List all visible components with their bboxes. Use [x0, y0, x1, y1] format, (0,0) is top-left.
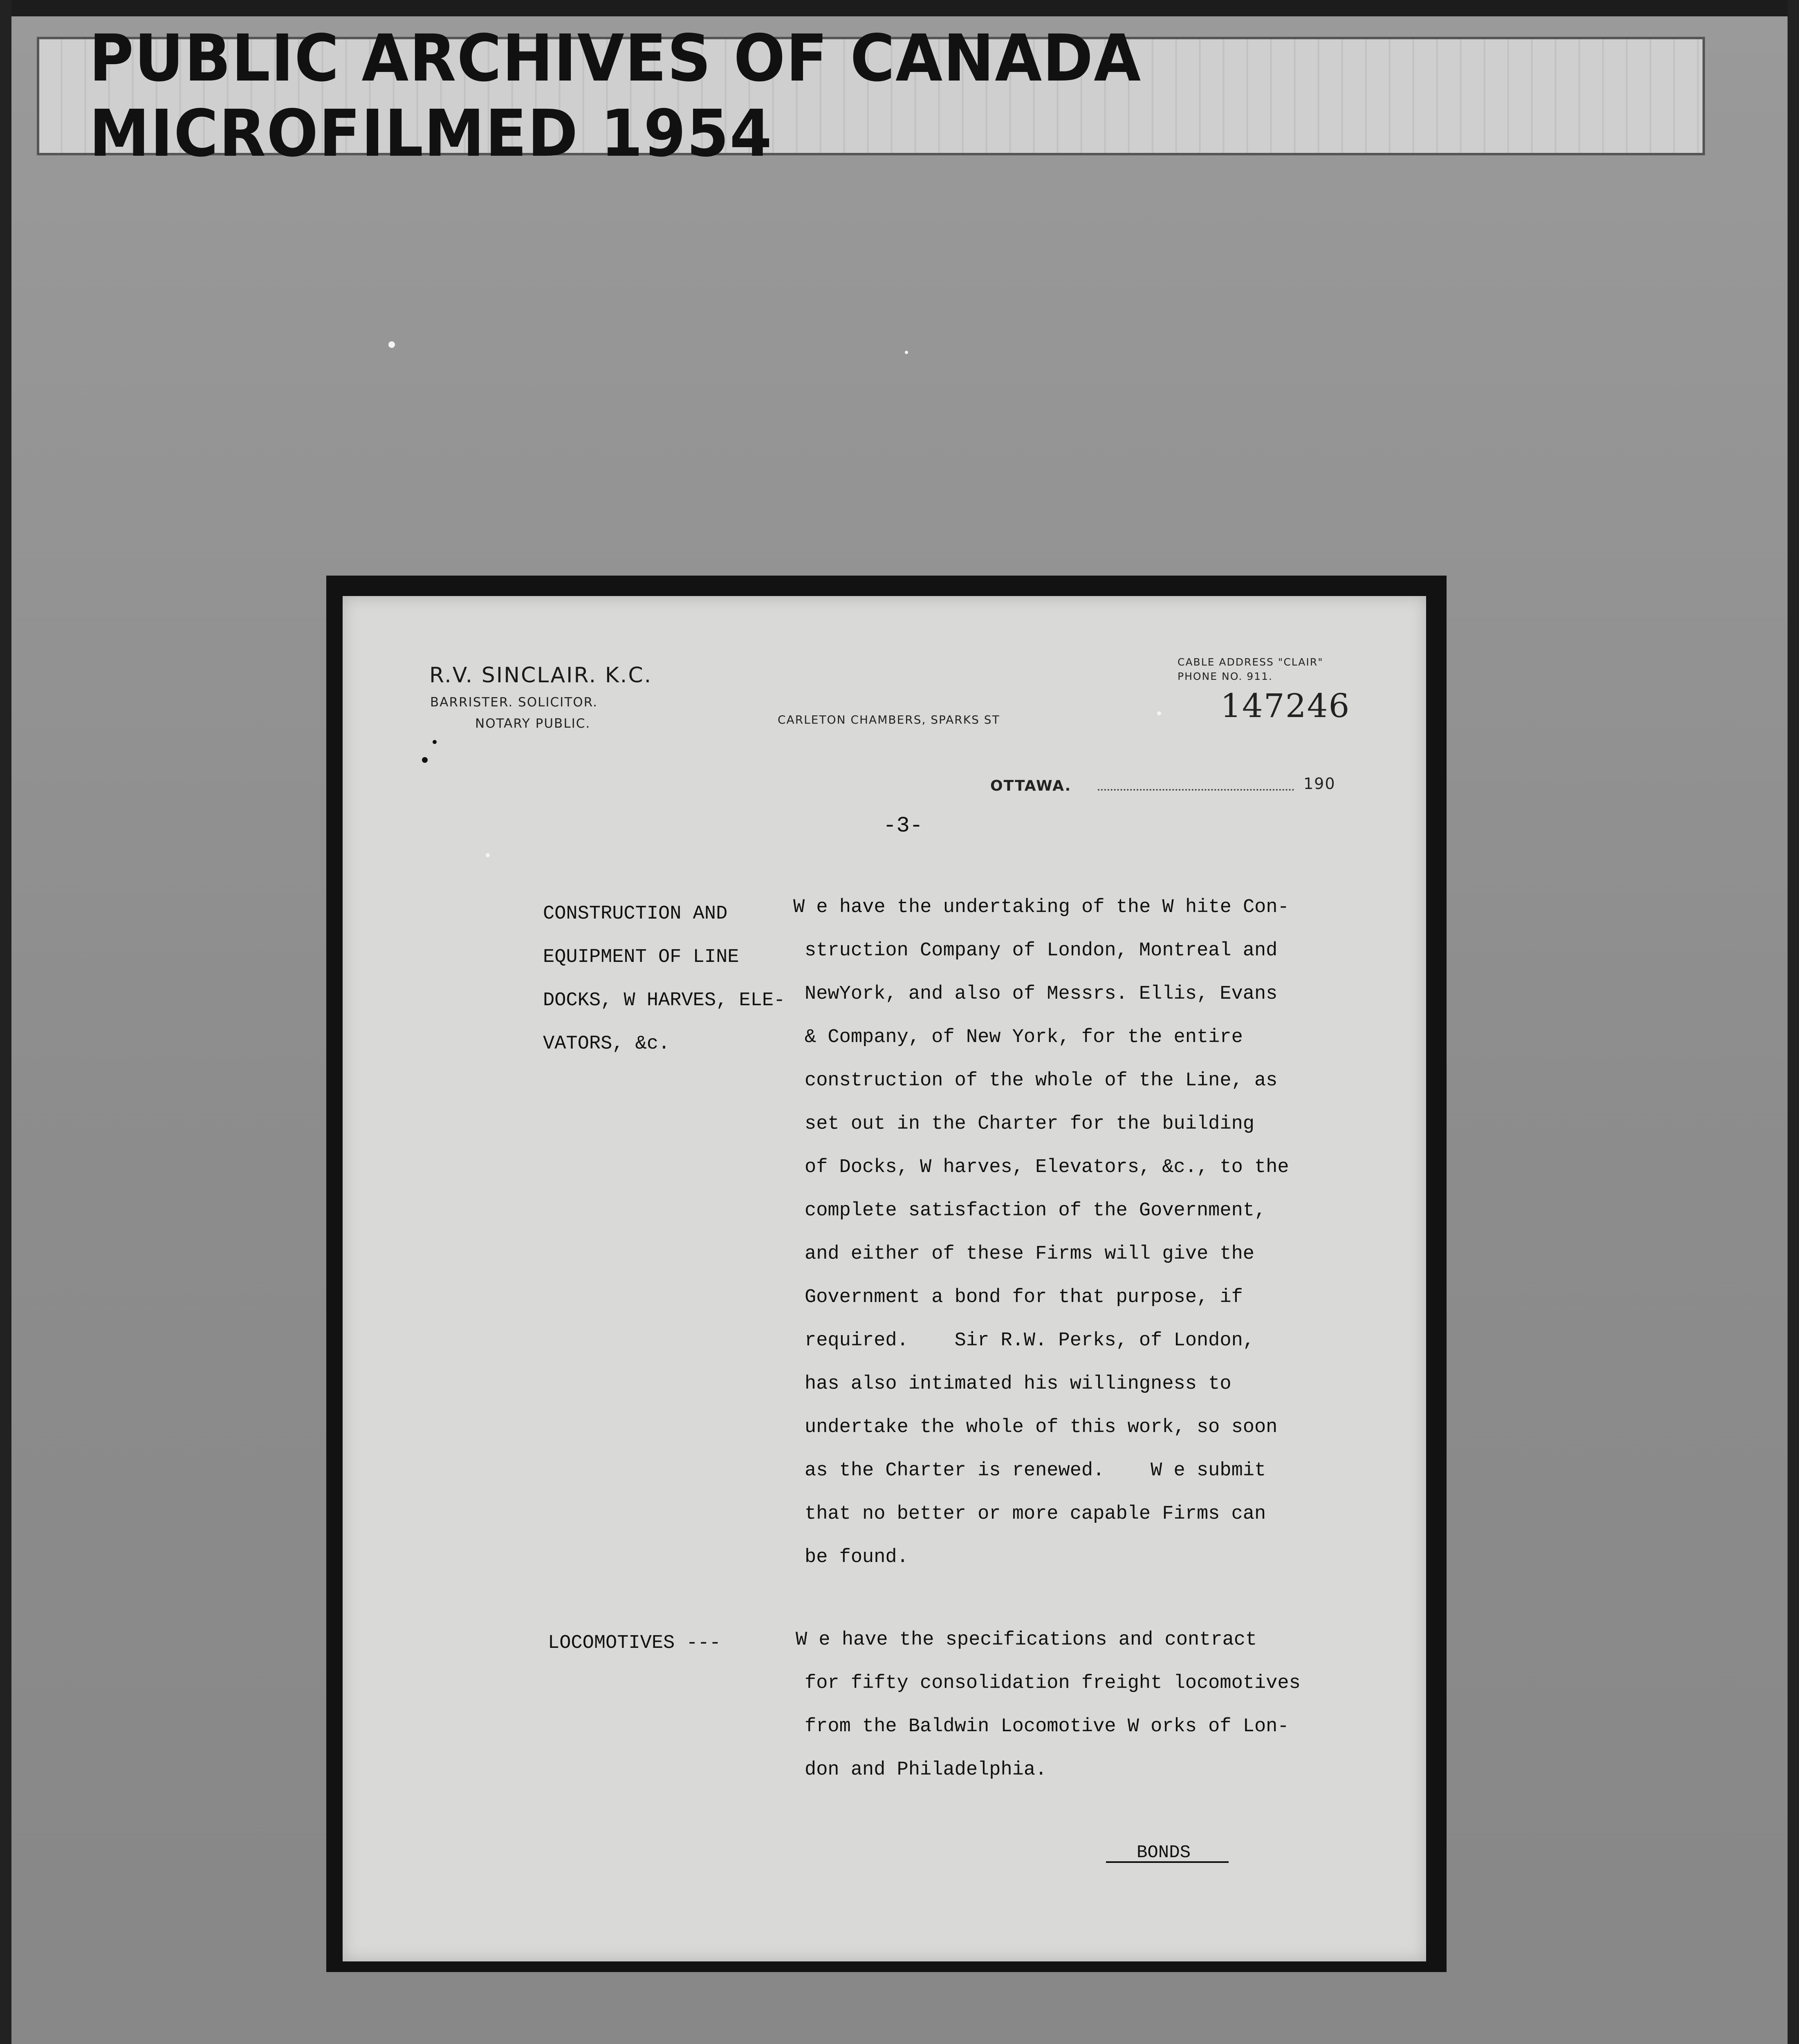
construction-body-line: Government a bond for that purpose, if	[805, 1286, 1243, 1308]
film-speck	[1157, 711, 1161, 715]
locomotives-body-line: don and Philadelphia.	[805, 1759, 1047, 1781]
construction-heading-line: EQUIPMENT OF LINE	[543, 946, 739, 968]
locomotives-body-line: W e have the specifications and contract	[796, 1629, 1257, 1651]
construction-body-line: W e have the undertaking of the W hite Con-	[793, 896, 1289, 918]
catchword-underline	[1106, 1861, 1229, 1863]
construction-body-line: construction of the whole of the Line, as	[805, 1070, 1278, 1091]
film-speck	[905, 351, 908, 354]
catchword: BONDS	[1137, 1842, 1191, 1863]
archive-banner-title: PUBLIC ARCHIVES OF CANADA MICROFILMED 1954	[89, 21, 1142, 171]
date-dotted-line	[1098, 789, 1294, 791]
construction-body-line: that no better or more capable Firms can	[805, 1503, 1266, 1525]
letterhead-phone: PHONE NO. 911.	[1178, 670, 1273, 682]
letterhead-name: R.V. SINCLAIR. K.C.	[429, 663, 653, 688]
letterhead-address: CARLETON CHAMBERS, SPARKS ST	[778, 713, 1000, 726]
letterhead-city: OTTAWA.	[990, 778, 1072, 794]
construction-heading-line: VATORS, &c.	[543, 1033, 670, 1055]
construction-body-line: of Docks, W harves, Elevators, &c., to the	[805, 1156, 1289, 1178]
archive-stamp-number: 147246	[1220, 687, 1350, 725]
film-edge-left	[0, 0, 11, 2044]
construction-body-line: has also intimated his willingness to	[805, 1373, 1231, 1395]
letterhead-cable: CABLE ADDRESS "CLAIR"	[1178, 656, 1323, 668]
letterhead-notary: NOTARY PUBLIC.	[475, 716, 591, 731]
letterhead-year-prefix: 190	[1303, 775, 1336, 793]
construction-body-line: required. Sir R.W. Perks, of London,	[805, 1330, 1254, 1351]
locomotives-body-line: for fifty consolidation freight locomotives	[805, 1672, 1301, 1694]
construction-body-line: struction Company of London, Montreal and	[805, 940, 1278, 961]
construction-body-line: set out in the Charter for the building	[805, 1113, 1254, 1135]
locomotives-body-line: from the Baldwin Locomotive W orks of Lon-	[805, 1716, 1289, 1737]
film-speck	[486, 853, 490, 857]
film-speck	[422, 757, 428, 763]
construction-body-line: undertake the whole of this work, so soon	[805, 1416, 1278, 1438]
locomotives-heading: LOCOMOTIVES ---	[548, 1632, 721, 1654]
film-edge-right	[1788, 0, 1799, 2044]
construction-body-line: & Company, of New York, for the entire	[805, 1026, 1243, 1048]
construction-body-line: as the Charter is renewed. W e submit	[805, 1460, 1266, 1481]
document-page	[343, 596, 1426, 1961]
construction-heading-line: CONSTRUCTION AND	[543, 903, 728, 925]
construction-heading-line: DOCKS, W HARVES, ELE-	[543, 990, 785, 1011]
construction-body-line: complete satisfaction of the Government,	[805, 1200, 1266, 1221]
letterhead-occupation: BARRISTER. SOLICITOR.	[430, 695, 598, 710]
construction-body-line: be found.	[805, 1546, 908, 1568]
film-speck	[388, 341, 395, 348]
archive-banner	[37, 21, 1705, 171]
construction-body-line: and either of these Firms will give the	[805, 1243, 1254, 1265]
page-number: -3-	[883, 814, 923, 838]
film-edge-top	[0, 0, 1799, 16]
film-speck	[433, 740, 437, 744]
construction-body-line: NewYork, and also of Messrs. Ellis, Evans	[805, 983, 1278, 1005]
